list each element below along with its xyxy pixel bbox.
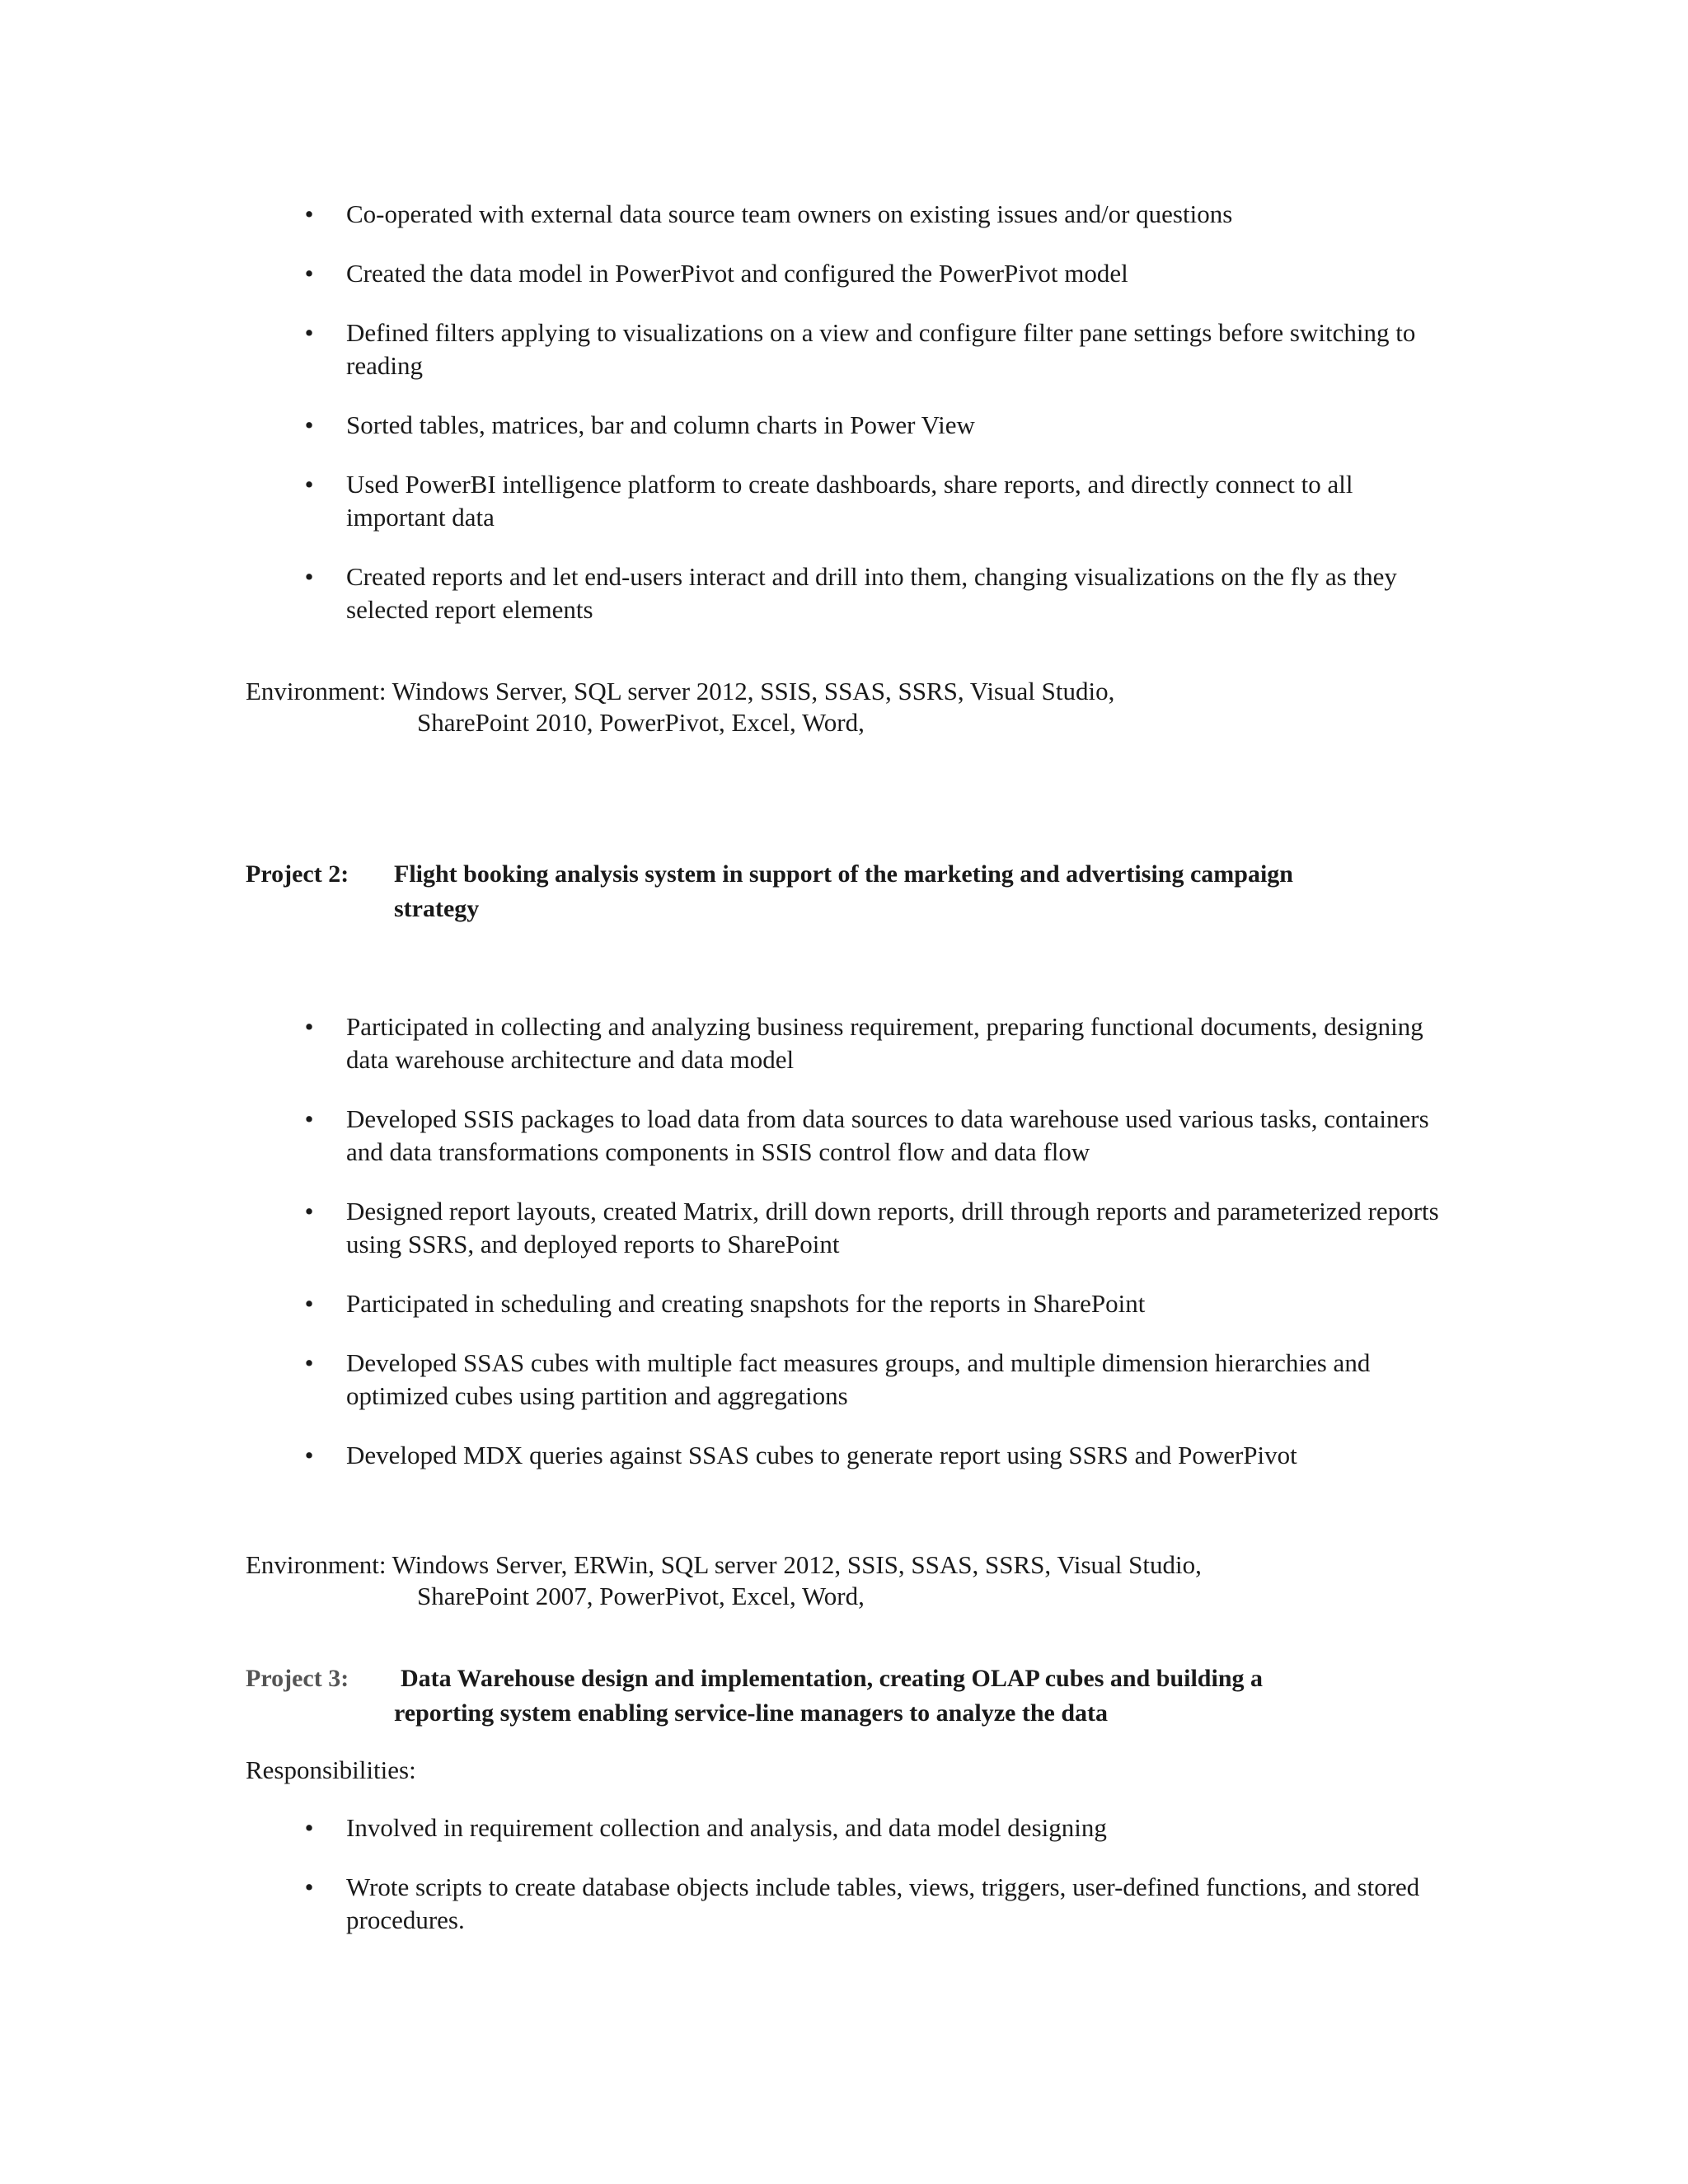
environment-line-continued: SharePoint 2007, PowerPivot, Excel, Word,	[417, 1582, 865, 1610]
project3-label: Project 3:	[246, 1665, 349, 1692]
environment-line: Environment: Windows Server, SQL server 2012, SSIS, SSAS, SSRS, Visual Studio,	[246, 677, 1115, 705]
list-item	[293, 1811, 1447, 1844]
project2-title-line2: strategy	[394, 895, 480, 922]
project3-title: Data Warehouse design and implementation, creating OLAP cubes and building a	[401, 1665, 1264, 1692]
bullet-icon: •	[304, 410, 314, 439]
list-item	[293, 1439, 1447, 1472]
list-item-text: Defined filters applying to visualizations on a view and configure filter pane settings before switching to reading	[346, 318, 1416, 380]
bullet-icon: •	[304, 259, 314, 288]
list-item-text: Sorted tables, matrices, bar and column charts in Power View	[346, 410, 975, 439]
list-item	[293, 1871, 1447, 1937]
project2-title: Flight booking analysis system in support of the marketing and advertising campaign	[394, 860, 1293, 888]
list-item	[293, 257, 1447, 290]
list-item-text: Used PowerBI intelligence platform to create dashboards, share reports, and directly connect to all important data	[346, 470, 1353, 532]
bullet-icon: •	[304, 1104, 314, 1133]
list-item	[293, 1347, 1447, 1413]
bullet-icon: •	[304, 1872, 314, 1901]
list-item	[293, 316, 1447, 382]
project2-environment	[246, 1549, 1202, 1612]
bullet-icon: •	[304, 1289, 314, 1318]
environment-line-continued: SharePoint 2010, PowerPivot, Excel, Word,	[417, 708, 865, 737]
list-item	[293, 1010, 1447, 1076]
list-item	[293, 1287, 1447, 1320]
list-item-text: Created the data model in PowerPivot and configured the PowerPivot model	[346, 259, 1128, 288]
list-item-text: Developed SSAS cubes with multiple fact measures groups, and multiple dimension hierarchies and optimized cubes using partition and aggregations	[346, 1348, 1371, 1410]
project3-title-line2: reporting system enabling service-line managers to analyze the data	[394, 1699, 1109, 1727]
project2-heading	[246, 857, 1449, 926]
bullet-icon: •	[304, 562, 314, 591]
list-item	[293, 1195, 1447, 1261]
list-item-text: Designed report layouts, created Matrix, drill down reports, drill through reports and parameterized reports using SSRS, and deployed reports to SharePoint	[346, 1197, 1439, 1258]
bullet-icon: •	[304, 1813, 314, 1842]
list-item	[293, 409, 1447, 442]
list-item-text: Wrote scripts to create database objects include tables, views, triggers, user-defined functions, and stored procedures.	[346, 1872, 1420, 1934]
list-item	[293, 468, 1447, 534]
environment-line: Environment: Windows Server, ERWin, SQL server 2012, SSIS, SSAS, SSRS, Visual Studio,	[246, 1550, 1202, 1579]
list-item-text: Developed SSIS packages to load data from data sources to data warehouse used various tasks, containers and data transformations components in SSIS control flow and data flow	[346, 1104, 1429, 1166]
project3-bullet-list	[293, 1811, 1447, 1937]
list-item-text: Developed MDX queries against SSAS cubes to generate report using SSRS and PowerPivot	[346, 1441, 1297, 1469]
bullet-icon: •	[304, 199, 314, 228]
section1-bullet-list	[293, 198, 1447, 626]
list-item	[293, 560, 1447, 626]
list-item	[293, 198, 1447, 231]
project2-title-continued	[246, 892, 1449, 926]
bullet-icon: •	[304, 470, 314, 499]
list-item-text: Created reports and let end-users interact and drill into them, changing visualizations on the fly as they selected report elements	[346, 562, 1397, 624]
list-item-text: Involved in requirement collection and analysis, and data model designing	[346, 1813, 1107, 1842]
list-item-text: Participated in collecting and analyzing business requirement, preparing functional documents, designing data warehouse architecture and data model	[346, 1012, 1423, 1074]
section1-environment	[246, 676, 1114, 738]
bullet-icon: •	[304, 1441, 314, 1469]
responsibilities-label: Responsibilities:	[246, 1755, 416, 1784]
project2-label: Project 2:	[246, 860, 349, 888]
project2-bullet-list	[293, 1010, 1447, 1472]
list-item-text: Co-operated with external data source team owners on existing issues and/or questions	[346, 199, 1233, 228]
bullet-icon: •	[304, 1197, 314, 1226]
project3-title-continued	[246, 1696, 1449, 1731]
bullet-icon: •	[304, 318, 314, 347]
list-item	[293, 1103, 1447, 1169]
bullet-icon: •	[304, 1348, 314, 1377]
list-item-text: Participated in scheduling and creating snapshots for the reports in SharePoint	[346, 1289, 1146, 1318]
project3-heading	[246, 1661, 1449, 1731]
bullet-icon: •	[304, 1012, 314, 1041]
